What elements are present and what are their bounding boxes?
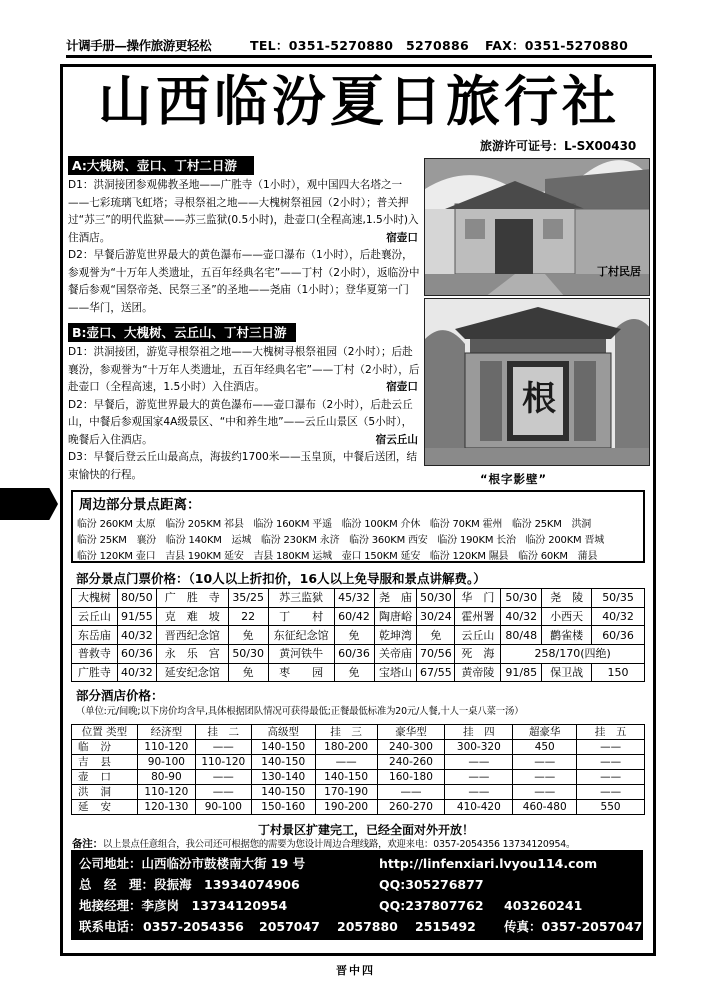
table-row: 广胜寺 40/32 延安纪念馆 免 枣 园 免 宝塔山 67/55 黄帝陵 91/85 保卫战 150 (72, 663, 645, 682)
photo-gen-screen-wall (424, 298, 650, 466)
tour-b-day3: D3：早餐后登云丘山最高点，海拔约1700米——玉皇顶，中餐后送团，结束愉快的行程。 (68, 451, 418, 481)
ticket-section-title: 部分景点门票价格：（10人以上折扣价，16人以上免导服和景点讲解费。） (76, 571, 486, 586)
distance-line-3: 临汾 120KM 壶口 吉县 190KM 延安 吉县 180KM 运城 壶口 150KM 延安 临汾 120KM 隰县 临汾 60KM 蒲县 (77, 551, 598, 562)
hotel-section-note: （单位:元/间晚;以下房价均含早,具体根据团队情况可获得最低;正餐最低标准为20元/人餐,十人一桌八菜一汤） (76, 706, 524, 717)
table-row: 延安 120-130 90-100 150-160 190-200 260-270 410-420 460-480 550 (72, 800, 645, 815)
tour-b-heading: B:壶口、大槐树、云丘山、丁村三日游 (68, 323, 296, 342)
news-headline: 丁村景区扩建完工，已经全面对外开放！ (258, 823, 475, 837)
tour-a-day1: D1：洪洞接团参观佛教圣地——广胜寺（1小时），观中国四大名塔之一——七彩琉璃飞虹塔；寻根祭祖之地——大槐树祭祖园（2小时）；普关押过“苏三”的明代监狱——苏三监狱(0.5小时)，赴壶口(全程高速,1.5小时)入住酒店。 宿壶口 (68, 177, 420, 247)
phone-4: 2515492 (415, 919, 476, 934)
qq-1: QQ:305276877 (379, 877, 484, 892)
reception-manager: 地接经理：李彦岗 13734120954 (79, 898, 288, 913)
tour-b-day2: D2：早餐后，游览世界最大的黄色瀑布——壶口瀑布（2小时），后赴云丘山，中餐后参观国家4A级景区、“中和养生地”——云丘山景区（5小时），晚餐后入住酒店。 宿云丘山 (68, 397, 420, 450)
tour-b-body (68, 344, 420, 484)
table-row: 洪洞 110-120 —— 140-150 170-190 —— —— —— —— (72, 785, 645, 800)
company-address: 公司地址：山西临汾市鼓楼南大街 19 号 (79, 856, 306, 871)
ticket-price-table (71, 588, 645, 682)
table-row: 吉县 90-100 110-120 140-150 —— 240-260 —— —— —— (72, 755, 645, 770)
page-number: 晋中四 (336, 964, 375, 977)
general-manager: 总 经 理：段振海 13934074906 (79, 877, 300, 892)
page-title: 山西临汾夏日旅行社 (98, 70, 620, 133)
table-row: 普救寺 60/36 永 乐 宫 50/30 黄河铁牛 60/36 关帝庙 70/56 死 海 258/170(四绝) (72, 645, 645, 664)
table-row: 壶口 80-90 —— 130-140 140-150 160-180 —— —— —— (72, 770, 645, 785)
tour-b-day1-hotel: 宿壶口 (386, 381, 418, 393)
header-slogan: 计调手册—操作旅游更轻松 (66, 38, 212, 53)
contact-block (71, 850, 643, 940)
table-row: 大槐树 80/50 广 胜 寺 35/25 苏三监狱 45/32 尧 庙 50/30 华 门 50/30 尧 陵 50/35 (72, 589, 645, 608)
hotel-section-title: 部分酒店价格： (76, 688, 164, 703)
table-row: 东岳庙 40/32 晋西纪念馆 免 东征纪念馆 免 乾坤湾 免 云丘山 80/48 鹳雀楼 60/36 (72, 626, 645, 645)
tour-b-day1: D1：洪洞接团，游览寻根祭祖之地——大槐树寻根祭祖园（2小时）；后赴襄汾，参观誉为“十万年人类遗址，五百年经典名宅”——丁村（2小时），后赴壶口（全程高速，1.5小时）入住酒店。 宿壶口 (68, 344, 420, 397)
photo1-label: 丁村民居 (597, 265, 641, 278)
license-number: 旅游许可证号：L-SX00430 (480, 139, 637, 153)
phone-2: 2057047 (259, 919, 320, 934)
table-row: 云丘山 91/55 克 难 坡 22 丁 村 60/42 陶唐峪 30/24 霍州署 40/32 小西天 40/32 (72, 607, 645, 626)
photo-dingcun-residence (424, 158, 650, 296)
qq-3: 403260241 (504, 898, 583, 913)
table-row: 临汾 110-120 —— 140-150 180-200 240-300 300-320 450 —— (72, 740, 645, 755)
company-website[interactable]: http://linfenxiari.lvyou114.com (379, 856, 598, 871)
tour-a-day2: D2：早餐后游览世界最大的黄色瀑布——壶口瀑布（1小时），后赴襄汾，参观誉为“十万年人类遗址，五百年经典名宅”——丁村（2小时），返临汾中餐后参观“国祭帝尧、民祭三圣”的圣地——尧庙（1小时）；登华夏第一门——华门，送团。 (68, 249, 420, 314)
qq-2: QQ:237807762 (379, 898, 484, 913)
phone-3: 2057880 (337, 919, 398, 934)
table-header-row: 位置 类型 经济型 挂 二 高级型 挂 三 豪华型 挂 四 超豪华 挂 五 (72, 725, 645, 740)
remark-line (72, 836, 575, 851)
tour-a-body (68, 177, 420, 317)
hotel-price-table (71, 724, 645, 815)
photo2-caption: “根字影壁” (480, 472, 548, 486)
distance-box (71, 490, 645, 563)
header-line (66, 36, 652, 58)
tour-a-day1-hotel: 宿壶口 (386, 231, 418, 244)
side-tab-marker (0, 488, 58, 520)
phone-label: 联系电话： (79, 919, 142, 934)
gen-character-sign: 根 (522, 379, 556, 419)
remark-text: 以上景点任意组合，我公司还可根据您的需要为您设计周边合理线路，欢迎来电：0357-2054356 13734120954。 (102, 839, 576, 850)
tour-a-heading: A:大槐树、壶口、丁村二日游 (68, 156, 254, 175)
phone-1: 0357-2054356 (143, 919, 244, 934)
header-fax: FAX：0351-5270880 (485, 38, 628, 53)
header-tel: TEL：0351-5270880 5270886 (250, 38, 469, 53)
distance-title: 周边部分景点距离： (79, 497, 201, 513)
remark-label: 备注： (72, 838, 103, 850)
tour-b-day2-hotel: 宿云丘山 (375, 433, 418, 446)
distance-line-2: 临汾 25KM 襄汾 临汾 140KM 运城 临汾 230KM 永济 临汾 360KM 西安 临汾 190KM 长治 临汾 200KM 晋城 (77, 535, 605, 546)
distance-line-1: 临汾 260KM 太原 临汾 205KM 祁县 临汾 160KM 平遥 临汾 100KM 介休 临汾 70KM 霍州 临汾 25KM 洪洞 (77, 519, 592, 530)
fax-number: 传真：0357-2057047 (504, 919, 643, 934)
